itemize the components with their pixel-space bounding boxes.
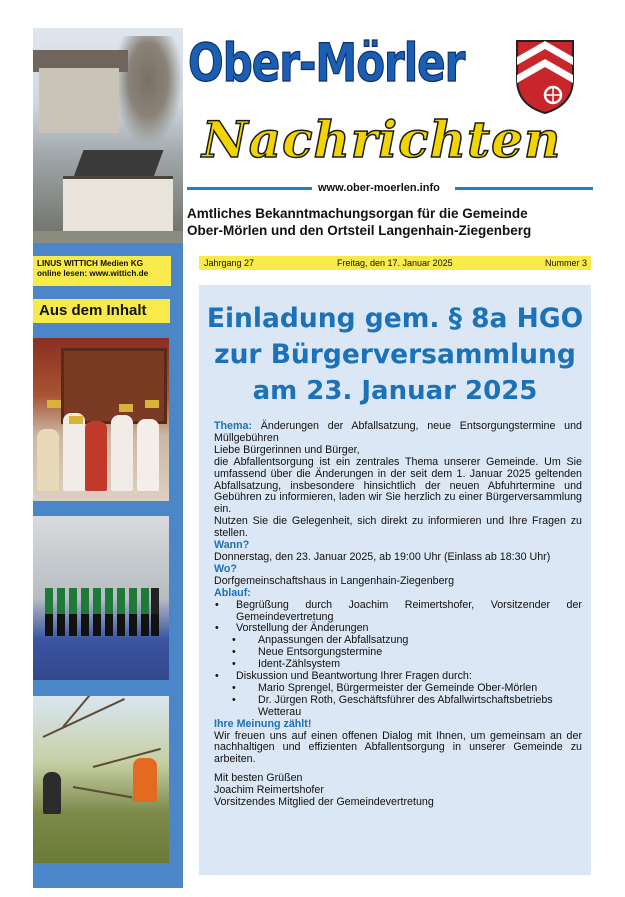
agenda-list	[214, 600, 582, 719]
opinion-text: Wir freuen uns auf einen offenen Dialog mit Ihnen, um gemeinsam an der nachhaltigen und effizienten Abfallentsorgung in unserer Gemeinde zu arbeiten.	[214, 729, 582, 766]
issue-date: Freitag, den 17. Januar 2025	[337, 258, 453, 268]
issue-bar	[199, 256, 591, 270]
closing: Mit besten Grüßen	[214, 772, 303, 785]
list-item: • Anpassungen der Abfallsatzung	[214, 635, 582, 647]
invite-paragraph: Nutzen Sie die Gelegenheit, sich direkt zu informieren und Ihre Fragen zu stellen.	[214, 515, 582, 540]
signer-name: Joachim Reimertshofer	[214, 784, 324, 797]
list-item: • Neue Entsorgungstermine	[214, 647, 582, 659]
list-item: • Ident-Zählsystem	[214, 659, 582, 671]
where-text: Dorfgemeinschaftshaus in Langenhain-Ziegenberg	[214, 574, 455, 587]
intro-paragraph: die Abfallentsorgung ist ein zentrales Thema unserer Gemeinde. Um Sie umfassend über die Änderungen in der seit dem 1. Januar 2025 geltenden Abfallsatzung, insbesondere hinsichtlich der neuen Abfuhrtermine und Gebühren zu informieren, laden wir Sie herzlich zu einer Bürgerversammlung ein.	[214, 455, 582, 516]
article-date-headline: am 23. Januar 2025	[252, 376, 538, 406]
article-body	[214, 421, 582, 809]
article-headline-line2: zur Bürgerversammlung	[214, 339, 576, 370]
issue-volume: Jahrgang 27	[204, 258, 255, 268]
list-item: • Dr. Jürgen Roth, Geschäftsführer des Abfallwirtschaftsbetriebs Wetterau	[214, 695, 582, 719]
masthead-photo	[33, 28, 183, 243]
list-item: • Begrüßung durch Joachim Reimertshofer, Vorsitzender der Gemeindevertretung	[214, 600, 582, 624]
masthead-tagline: Amtliches Bekanntmachungsorgan für die Gemeinde Ober-Mörlen und den Ortsteil Langenhain-Ziegenberg	[187, 206, 532, 238]
photo-football-team	[33, 516, 169, 680]
list-item: • Mario Sprengel, Bürgermeister der Gemeinde Ober-Mörlen	[214, 683, 582, 695]
article-headline: Einladung gem. § 8a HGO	[206, 303, 584, 334]
salutation: Liebe Bürgerinnen und Bürger,	[214, 443, 360, 456]
when-label: Wann?	[214, 539, 250, 552]
topic-paragraph: Thema: Änderungen der Abfallsatzung, neue Entsorgungstermine und Müllgebühren	[214, 420, 582, 444]
photo-carolers	[33, 338, 169, 501]
list-item: • Vorstellung der Änderungen	[214, 623, 582, 635]
coat-of-arms-icon	[513, 35, 577, 115]
when-text: Donnerstag, den 23. Januar 2025, ab 19:00 Uhr (Einlass ab 18:30 Uhr)	[214, 550, 551, 563]
masthead-title: Ober-Mörler	[188, 32, 465, 94]
masthead-url[interactable]: www.ober-moerlen.info	[318, 182, 440, 194]
photo-tree-pruning	[33, 696, 169, 863]
agenda-label: Ablauf:	[214, 586, 251, 599]
signer-role: Vorsitzendes Mitglied der Gemeindevertretung	[214, 796, 434, 809]
where-label: Wo?	[214, 562, 237, 575]
masthead-rule-left	[187, 187, 312, 190]
publisher-box: LINUS WITTICH Medien KG online lesen: www.wittich.de	[33, 256, 171, 286]
masthead-subtitle: Nachrichten	[202, 110, 562, 169]
opinion-label: Ihre Meinung zählt!	[214, 717, 312, 730]
list-item: • Diskussion und Beantwortung Ihrer Fragen durch:	[214, 671, 582, 683]
issue-number: Nummer 3	[544, 258, 587, 268]
contents-heading: Aus dem Inhalt	[33, 299, 170, 323]
masthead-rule-right	[455, 187, 593, 190]
